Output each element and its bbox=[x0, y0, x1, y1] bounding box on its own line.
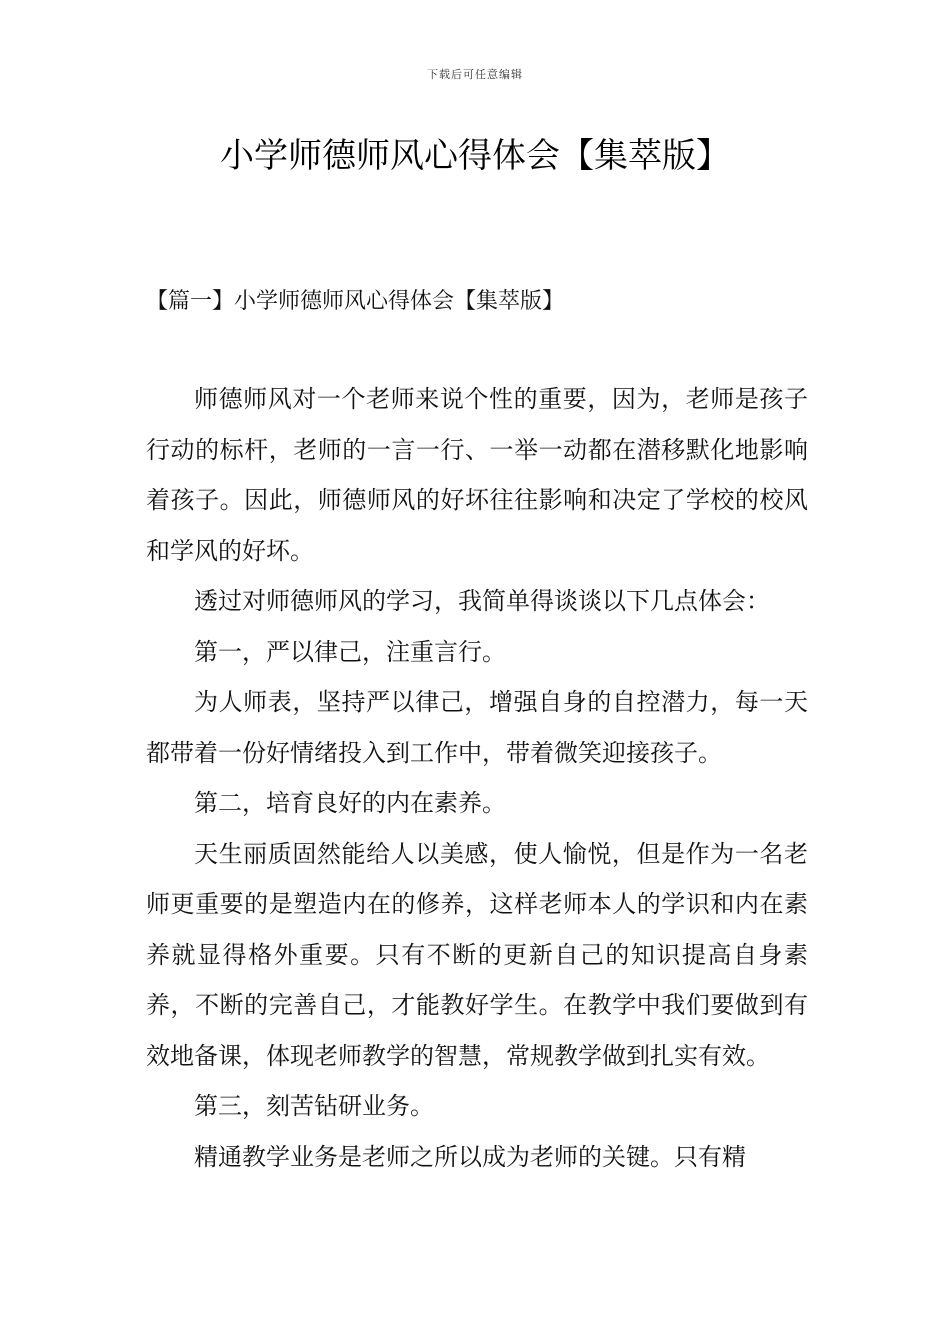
page-header-note: 下载后可任意编辑 bbox=[427, 68, 523, 81]
paragraph: 第三，刻苦钻研业务。 bbox=[194, 1092, 434, 1120]
paragraph: 精通教学业务是老师之所以成为老师的关键。只有精 bbox=[194, 1142, 746, 1171]
paragraph: 第二，培育良好的内在素养。 bbox=[194, 789, 506, 817]
paragraph: 透过对师德师风的学习，我简单得谈谈以下几点体会： bbox=[194, 587, 770, 615]
paragraph: 第一，严以律己，注重言行。 bbox=[194, 637, 506, 666]
body-text bbox=[146, 374, 808, 1182]
paragraph: 为人师表，坚持严以律己，增强自身的自控潜力，每一天都带着一份好情绪投入到工作中，带着微笑迎接孩子。 bbox=[146, 688, 808, 767]
paragraph: 天生丽质固然能给人以美感，使人愉悦，但是作为一名老师更重要的是塑造内在的修养，这样老师本人的学识和内在素养就显得格外重要。只有不断的更新自己的知识提高自身素养，不断的完善自己，才能教好学生。在教学中我们要做到有效地备课，体现老师教学的智慧，常规教学做到扎实有效。 bbox=[146, 839, 808, 1070]
paragraph: 师德师风对一个老师来说个性的重要，因为，老师是孩子行动的标杆，老师的一言一行、一举一动都在潜移默化地影响着孩子。因此，师德师风的好坏往往影响和决定了学校的校风和学风的好坏。 bbox=[146, 385, 808, 565]
section-heading: 【篇一】小学师德师风心得体会【集萃版】 bbox=[146, 289, 565, 314]
document-title: 小学师德师风心得体会【集萃版】 bbox=[220, 136, 730, 176]
